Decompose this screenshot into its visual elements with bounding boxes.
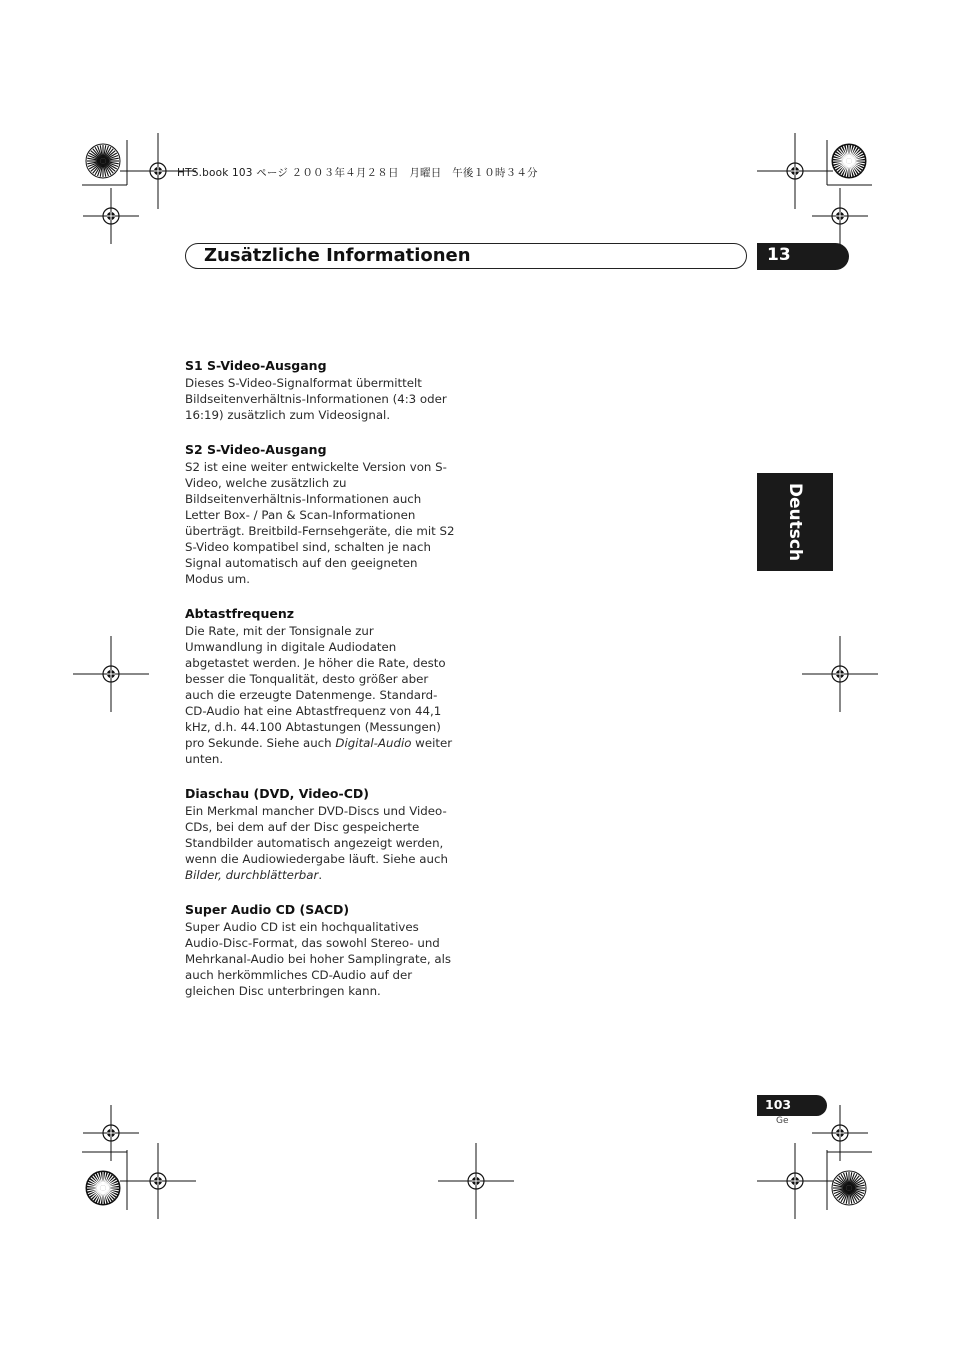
entry-text: Die Rate, mit der Tonsignale zur Umwandlung in digitale Audiodaten abgetastet werden. Je höher die Rate, desto besser die Tonqualität, desto größer aber auch die erzeugte Datenmenge. Standard- CD-Audio hat eine Abtastfrequenz von 44,1 kHz, d.h. 44.100 Abtastungen (Messungen) pro Sekunde. Siehe auch Digital-Audio weiter unten. (185, 624, 453, 766)
chapter-title: Zusätzliche Informationen (204, 245, 471, 266)
glossary-entry (185, 442, 455, 587)
entry-heading: Super Audio CD (SACD) (185, 902, 350, 917)
entry-text: Dieses S-Video-Signalformat übermittelt Bildseitenverhältnis-Informationen (4:3 oder 16:19) zusätzlich zum Videosignal. (185, 376, 447, 422)
star-target-icon (832, 1171, 866, 1205)
glossary-entry (185, 606, 455, 767)
entry-text: Ein Merkmal mancher DVD-Discs und Video- CDs, bei dem auf der Disc gespeicherte Standbilder automatisch angezeigt werden, wenn die Audiowiedergabe läuft. Siehe auch Bilder, durchblätterbar. (185, 804, 448, 882)
registration-mark-icon (812, 188, 868, 244)
registration-mark-icon (83, 1105, 139, 1161)
page-language-code: Ge (776, 1116, 789, 1126)
registration-mark-icon (120, 1143, 196, 1219)
star-target-icon (86, 1171, 120, 1205)
glossary-column (185, 358, 455, 1018)
glossary-entry (185, 902, 455, 999)
glossary-entry (185, 786, 455, 883)
chapter-header (185, 243, 747, 269)
page-number-badge (757, 1095, 827, 1116)
registration-mark-icon (73, 636, 149, 712)
cross-reference: Bilder, durchblätterbar (185, 868, 319, 882)
page-number: 103 (765, 1097, 792, 1112)
glossary-entry (185, 358, 455, 423)
star-target-icon (832, 144, 866, 178)
chapter-number: 13 (767, 245, 791, 265)
entry-heading: Diaschau (DVD, Video-CD) (185, 786, 369, 801)
cross-reference: Digital-Audio (335, 736, 412, 750)
star-target-icon (86, 144, 120, 178)
registration-mark-icon (802, 636, 878, 712)
entry-heading: S2 S-Video-Ausgang (185, 442, 327, 457)
language-tab-label: Deutsch (785, 482, 805, 562)
language-tab (757, 473, 833, 571)
entry-text: Super Audio CD ist ein hochqualitatives Audio-Disc-Format, das sowohl Stereo- und Mehrkanal-Audio bei hoher Samplingrate, als auch herkömmliches CD-Audio auf der gleichen Disc unterbringen kann. (185, 920, 452, 998)
chapter-number-badge (757, 243, 849, 270)
registration-mark-icon (757, 133, 833, 209)
registration-mark-icon (757, 1143, 833, 1219)
entry-heading: Abtastfrequenz (185, 606, 295, 621)
print-slug: HTS.book 103 ページ ２００３年４月２８日 月曜日 午後１０時３４分 (177, 167, 538, 179)
entry-text: S2 ist eine weiter entwickelte Version von S- Video, welche zusätzlich zu Bildseitenverhältnis-Informationen auch Letter Box- / Pan & Scan-Informationen überträgt. Breitbild-Fernsehgeräte, die mit S2 S-Video kompatibel sind, schalten je nach Signal automatisch auf den geeigneten Modus um. (185, 460, 455, 586)
entry-heading: S1 S-Video-Ausgang (185, 358, 327, 373)
registration-mark-icon (438, 1143, 514, 1219)
registration-mark-icon (83, 188, 139, 244)
